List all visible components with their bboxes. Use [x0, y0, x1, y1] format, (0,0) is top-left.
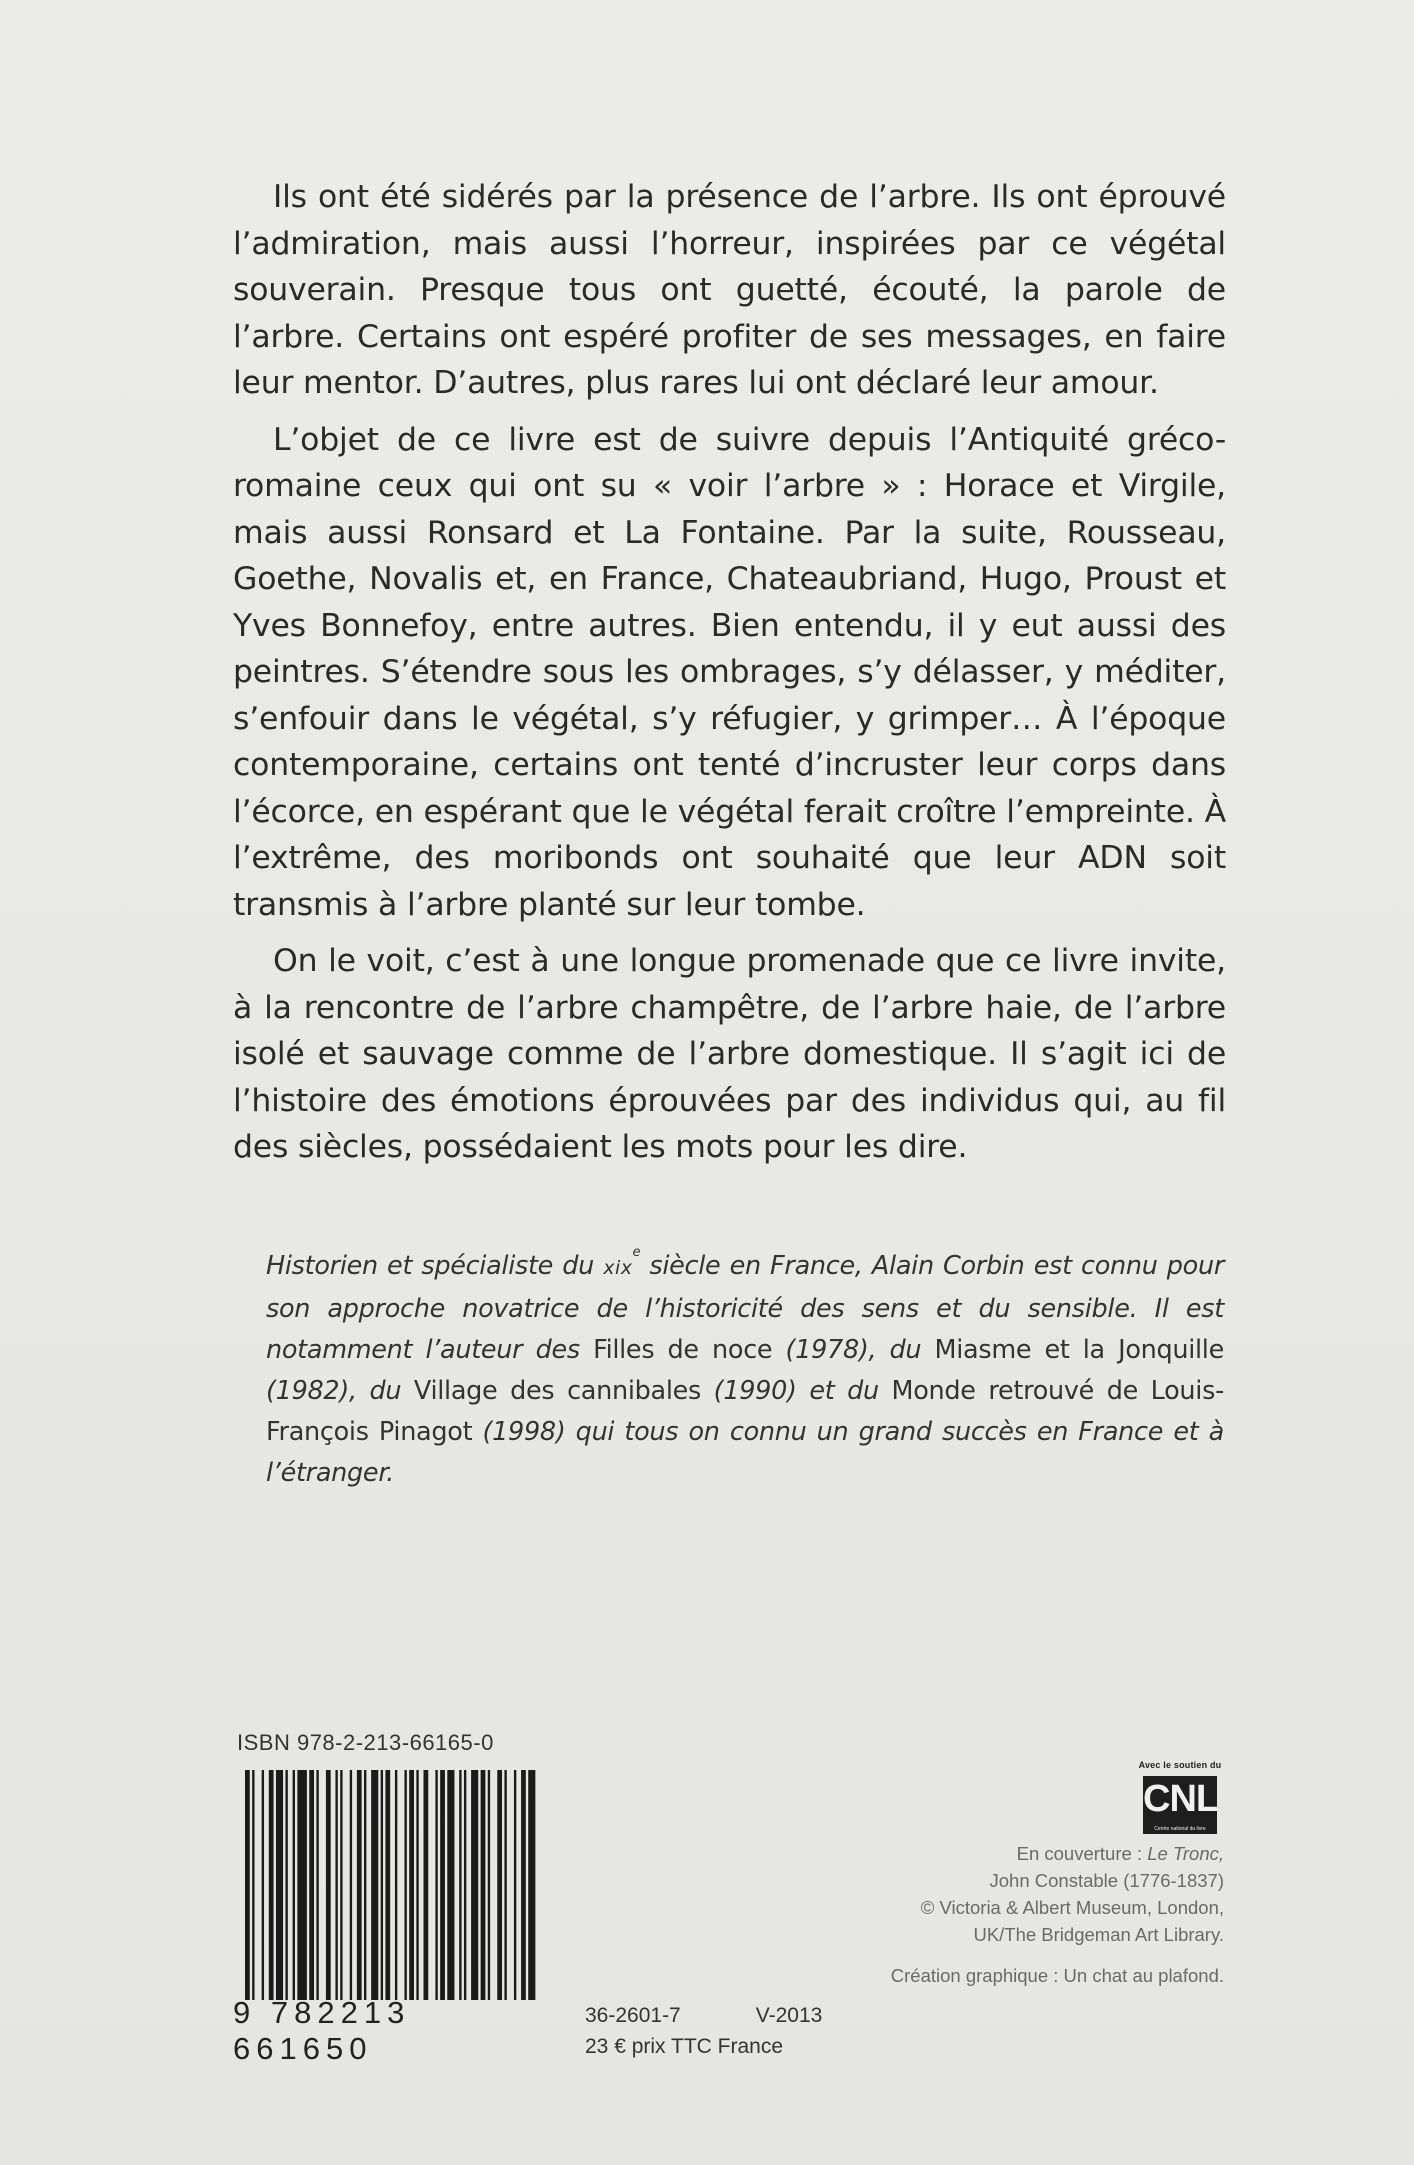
graphic-design-credit: Création graphique : Un chat au plafond. [890, 1965, 1224, 1986]
barcode-digits-group-2: 661650 [233, 2031, 373, 2066]
cnl-logo-subtext: Centre national du livre [1154, 1826, 1206, 1832]
barcode-block [233, 1730, 553, 2066]
credits-artist: John Constable (1776-1837) [989, 1870, 1224, 1891]
price-text: 23 € prix TTC France [585, 2035, 784, 2058]
barcode-bar [316, 1770, 318, 2000]
cover-credits [884, 1840, 1224, 1989]
bio-work-title: Village des cannibales [413, 1376, 701, 1406]
barcode-bar [447, 1770, 454, 2000]
barcode-bar [488, 1770, 490, 2000]
barcode-bar [459, 1770, 461, 2000]
bio-text: (1982), du [266, 1376, 414, 1406]
barcode-bar [395, 1770, 397, 2000]
barcode-bar [481, 1770, 486, 2000]
barcode-digit-first: 9 [233, 1995, 257, 2030]
bio-century-sup: e [632, 1245, 641, 1260]
barcode-bar [276, 1770, 283, 2000]
barcode-bar [521, 1770, 526, 2000]
barcode-bar [464, 1770, 466, 2000]
barcode-digits-group-1: 782213 [270, 1995, 411, 2030]
barcode-bars [239, 1770, 539, 2000]
credits-museum: © Victoria & Albert Museum, London, [920, 1897, 1224, 1918]
blurb-paragraph-1: Ils ont été sidérés par la présence de l’arbre. Ils ont éprouvé l’admiration, mais aussi l’horreur, inspirées par ce végétal souverain. Presque tous ont guetté, écouté, la parole de l’arbre. Certains ont espéré profiter de ses messages, en faire leur mentor. D’autres, plus rares lui ont déclaré leur amour. [233, 179, 1226, 401]
barcode-bar [285, 1770, 287, 2000]
barcode-bar [297, 1770, 307, 2000]
cnl-block [1130, 1760, 1230, 1834]
barcode-bar [424, 1770, 429, 2000]
bio-text: siècle en France, Alain Corbin est connu pour son approche novatrice de l’historicité des sens et du sensible. Il est notamment l’auteur des [266, 1251, 1224, 1365]
credits-artwork-title: Le Tronc, [1147, 1843, 1224, 1864]
bio-work-title: Filles de noce [593, 1335, 773, 1365]
barcode-bar [381, 1770, 383, 2000]
cnl-logo [1143, 1776, 1217, 1834]
barcode-bar [326, 1770, 331, 2000]
barcode-bar [404, 1770, 406, 2000]
blurb-text [233, 174, 1226, 1181]
barcode-bar [269, 1770, 274, 2000]
barcode-bar [335, 1770, 337, 2000]
bio-text: Historien et spécialiste du [266, 1251, 604, 1281]
bio-text: (1998) qui tous on connu un grand succès en France et à l’étranger. [266, 1417, 1224, 1488]
credits-prefix: En couverture : [1016, 1843, 1148, 1864]
barcode-bar [350, 1770, 352, 2000]
barcode-bar [440, 1770, 445, 2000]
author-bio [266, 1246, 1224, 1494]
barcode-bar [357, 1770, 362, 2000]
bio-century: xix [603, 1257, 633, 1279]
barcode-bar [245, 1770, 250, 2000]
barcode-bar [514, 1770, 516, 2000]
version-code: V-2013 [755, 2004, 823, 2027]
barcode-bar [504, 1770, 506, 2000]
product-code: 36-2601-7 [585, 2004, 681, 2027]
blurb-paragraph-2: L’objet de ce livre est de suivre depuis l’Antiquité gréco-romaine ceux qui ont su « voir l’arbre » : Horace et Virgile, mais aussi Ronsard et La Fontaine. Par la suite, Rousseau, Goethe, Novalis et, en France, Chateaubriand, Hugo, Proust et Yves Bonnefoy, entre autres. Bien entendu, il y eut aussi des peintres. S’étendre sous les ombrages, s’y délasser, y méditer, s’enfouir dans le végétal, s’y réfugier, y grimper… À l’époque contemporaine, certains ont tenté d’incruster leur corps dans l’écorce, en espérant que le végétal ferait croître l’empreinte. À l’extrême, des moribonds ont souhaité que leur ADN soit transmis à l’arbre planté sur leur tombe. [233, 421, 1226, 923]
barcode-bar [309, 1770, 314, 2000]
barcode-bar [262, 1770, 264, 2000]
cnl-logo-text: CNL [1143, 1778, 1219, 1820]
credits-library: UK/The Bridgeman Art Library. [973, 1924, 1224, 1945]
barcode-bar [497, 1770, 502, 2000]
bio-text: (1990) et du [701, 1376, 892, 1406]
bio-work-title: Miasme et la Jonquille [934, 1335, 1224, 1365]
bio-work-title: Monde retrouvé de Louis-François Pinagot [266, 1376, 1224, 1447]
barcode-bar [471, 1770, 478, 2000]
isbn-label: ISBN 978-2-213-66165-0 [237, 1730, 494, 1755]
barcode-bar [371, 1770, 378, 2000]
barcode-bar [293, 1770, 295, 2000]
price-block [585, 2000, 822, 2062]
barcode-bar [252, 1770, 254, 2000]
barcode-bar [409, 1770, 414, 2000]
barcode-bar [435, 1770, 437, 2000]
barcode-bar [528, 1770, 535, 2000]
barcode-bar [340, 1770, 342, 2000]
cnl-caption: Avec le soutien du [1138, 1760, 1222, 1770]
barcode-bar [416, 1770, 418, 2000]
barcode-bar [385, 1770, 390, 2000]
barcode-bar [364, 1770, 366, 2000]
barcode-digits [233, 1995, 553, 2067]
blurb-paragraph-3: On le voit, c’est à une longue promenade que ce livre invite, à la rencontre de l’arbre champêtre, de l’arbre haie, de l’arbre isolé et sauvage comme de l’arbre domestique. Il s’agit ici de l’histoire des émotions éprouvées par des individus qui, au fil des siècles, possédaient les mots pour les dire. [233, 943, 1226, 1165]
bio-text: (1978), du [772, 1335, 935, 1365]
